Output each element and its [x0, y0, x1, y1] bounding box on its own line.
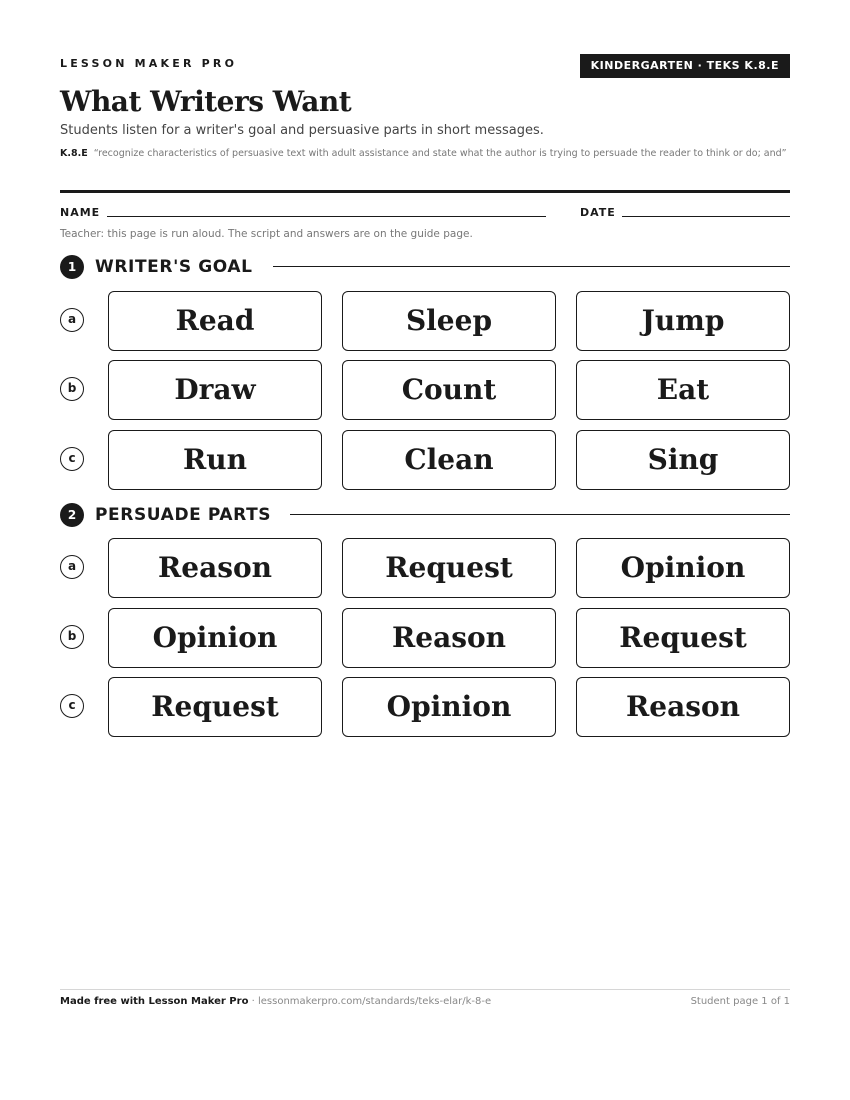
name-label: NAME [60, 206, 101, 219]
footer-page-label: Student page 1 of 1 [690, 996, 790, 1007]
name-field-line[interactable] [107, 216, 546, 217]
row-letter-badge: a [60, 308, 84, 332]
answer-card[interactable]: Jump [576, 291, 790, 351]
answer-card[interactable]: Reason [342, 608, 556, 668]
answer-card[interactable]: Reason [108, 538, 322, 598]
question-row [60, 538, 790, 598]
row-letter-badge: b [60, 625, 84, 649]
standard-description [60, 147, 790, 160]
answer-card[interactable]: Read [108, 291, 322, 351]
standard-code: K.8.E [60, 148, 88, 159]
section-title: PERSUADE PARTS [95, 505, 272, 525]
answer-card[interactable]: Opinion [576, 538, 790, 598]
answer-card[interactable]: Clean [342, 430, 556, 490]
standard-text: “recognize characteristics of persuasive text with adult assistance and state what the author is trying to persuade the reader to think or do; and” [93, 148, 787, 159]
row-letter-badge: c [60, 447, 84, 471]
section-writers-goal [60, 255, 790, 279]
answer-card[interactable]: Eat [576, 360, 790, 420]
question-row [60, 291, 790, 351]
answer-card[interactable]: Sleep [342, 291, 556, 351]
answer-card[interactable]: Sing [576, 430, 790, 490]
question-row [60, 608, 790, 668]
row-letter-badge: b [60, 377, 84, 401]
teacher-note: Teacher: this page is run aloud. The script and answers are on the guide page. [60, 228, 473, 240]
answer-card[interactable]: Request [108, 677, 322, 737]
footer-divider [60, 989, 790, 990]
question-row [60, 430, 790, 490]
date-field-line[interactable] [622, 216, 790, 217]
footer-separator: · [248, 996, 258, 1007]
date-label: DATE [580, 206, 616, 219]
brand-name: LESSON MAKER PRO [60, 57, 238, 70]
section-number-badge: 2 [60, 503, 84, 527]
footer-url-link[interactable]: lessonmakerpro.com/standards/teks-elar/k-8-e [257, 996, 492, 1007]
grade-badge: KINDERGARTEN · TEKS K.8.E [580, 54, 790, 78]
section-rule [290, 514, 790, 515]
worksheet-page [60, 0, 790, 1100]
footer-made-with: Made free with Lesson Maker Pro [60, 996, 249, 1007]
section-rule [273, 266, 790, 267]
answer-card[interactable]: Reason [576, 677, 790, 737]
header-divider [60, 190, 790, 193]
section-title: WRITER'S GOAL [95, 257, 253, 277]
answer-card[interactable]: Draw [108, 360, 322, 420]
section-persuade-parts [60, 503, 790, 527]
page-subtitle: Students listen for a writer's goal and persuasive parts in short messages. [60, 123, 544, 138]
question-row [60, 360, 790, 420]
row-letter-badge: a [60, 555, 84, 579]
section-number-badge: 1 [60, 255, 84, 279]
answer-card[interactable]: Request [576, 608, 790, 668]
answer-card[interactable]: Request [342, 538, 556, 598]
footer-credit [60, 996, 491, 1007]
row-letter-badge: c [60, 694, 84, 718]
answer-card[interactable]: Count [342, 360, 556, 420]
answer-card[interactable]: Opinion [342, 677, 556, 737]
answer-card[interactable]: Opinion [108, 608, 322, 668]
page-title: What Writers Want [60, 85, 352, 118]
answer-card[interactable]: Run [108, 430, 322, 490]
question-row [60, 677, 790, 737]
